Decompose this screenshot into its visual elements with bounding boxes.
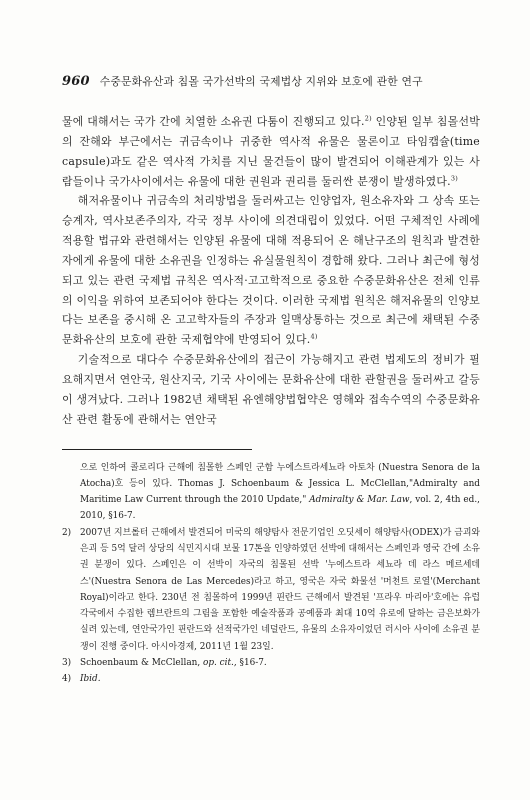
body-text [62,112,480,430]
footnote-1-journal: Admiralty & Mar. Law [309,495,410,506]
footnote-4-number: 4) [62,674,72,685]
footnote-4-text: Ibid. [80,674,101,685]
paragraph-1-part2: 인양된 일부 침몰선박의 잔해와 부근에서는 귀금속이나 귀중한 역사적 유물은 물론이고 타임캡슐(time capsule)과도 같은 역사적 가치를 지닌 물건들이 많이 발견되어 이해관계가 있는 사람들이나 국가사이에서는 유물에 대한 권원과 권리를 둘러싼 분쟁이 발생하였다. [62,115,480,188]
footnote-4 [62,671,480,687]
footnote-2-number: 2) [62,527,72,538]
paragraph-1 [62,112,480,191]
paragraph-3-text: 기술적으로 대다수 수중문화유산에의 접근이 가능해지고 관련 법제도의 정비가 필요해지면서 연안국, 원산지국, 기국 사이에는 문화유산에 대한 관할권을 둘러싸고 갈등이 생겨났다. 그러나 1982년 채택된 유엔해양법협약은 영해와 접속수역의 수중문화유산 관련 활동에 관해서는 연안국 [62,353,480,426]
page [62,74,480,688]
paragraph-1-part1: 물에 대해서는 국가 간에 치열한 소유권 다툼이 진행되고 있다. [62,115,365,128]
footnote-divider [62,449,252,450]
footnote-ref-4: 4) [310,332,318,341]
footnote-3-section: , §16-7. [233,658,267,669]
paragraph-2 [62,191,480,350]
footnote-3-authors: Schoenbaum & McClellan, [80,658,203,669]
footnote-1-continuation [62,460,480,525]
running-header [62,74,480,89]
footnote-3-text [80,655,480,671]
footnote-ref-3: 3) [450,173,459,182]
page-number: 960 [62,74,90,89]
paragraph-2-text: 해저유물이나 귀금속의 처리방법을 둘러싸고는 인양업자, 원소유자와 그 상속 또는 승계자, 역사보존주의자, 각국 정부 사이에 의견대립이 있었다. 어떤 구체적인 사례에 적용할 법규와 관련해서는 인양된 유물에 대해 적용되어 온 해난구조의 원칙과 발견한 자에게 유물에 대한 소유권을 인정하는 유실물원칙이 경합해 왔다. 그러나 최근에 형성되고 있는 관련 국제법 규칙은 역사적·고고학적으로 중요한 수중문화유산은 전체 인류의 이익을 위하여 보존되어야 한다는 것이다. 이러한 국제법 원칙은 해저유물의 인양보다는 보존을 중시해 온 고고학자들의 주장과 일맥상통하는 것으로 최근에 채택된 수중문화유산의 보호에 관한 국제협약에 반영되어 있다. [62,194,480,347]
footnote-2 [62,525,480,655]
footnote-1-citation: , vol. 2, 4th ed., 2010, §16-7. [80,495,480,522]
footnote-1-text: 으로 인하여 콜로리다 근해에 침몰한 스페인 군함 누에스트라세뇨라 아토차 (Nuestra Senora de la Atocha)호 등이 있다. Thomas J. Schoenbaum & Jessica L. McClellan,"Admiralty and Maritime Law Current through the 2010 Update," [80,462,480,506]
paragraph-3 [62,350,480,429]
footnote-3-number: 3) [62,658,72,669]
footnote-ref-2: 2) [364,114,372,123]
footnote-3-opcit: op. cit. [203,658,234,669]
footnotes [62,460,480,688]
footnote-2-text: 2007년 지브롤터 근해에서 발견되어 미국의 해양탐사 전문기업인 오딧세이 해양탐사(ODEX)가 금괴와 은괴 등 5억 달러 상당의 식민지시대 보물 17톤을 인양하였던 선박에 대해서는 스페인과 영국 간에 소유권 분쟁이 있다. 스페인은 이 선박이 자국의 침몰된 선박 '누에스트라 세뇨라 데 라스 메르세데스'(Nuestra Senora de Las Mercedes)라고 하고, 영국은 자국 화물선 '머천트 로열'(Merchant Royal)이라고 한다. 230년 전 침몰하여 1999년 핀란드 근해에서 발견된 '프라우 마리아'호에는 유럽 각국에서 수집한 렘브란트의 그림을 포함한 예술작품과 공예품과 최대 10억 유로에 달하는 금은보화가 실려 있는데, 연안국가인 핀란드와 선적국가인 네덜란드, 유물의 소유자이었던 러시아 사이에 소유권 분쟁이 진행 중이다. 아시아경제, 2011년 1월 23일. [80,527,480,652]
running-title: 수중문화유산과 침몰 국가선박의 국제법상 지위와 보호에 관한 연구 [99,75,423,88]
footnote-3 [62,655,480,671]
